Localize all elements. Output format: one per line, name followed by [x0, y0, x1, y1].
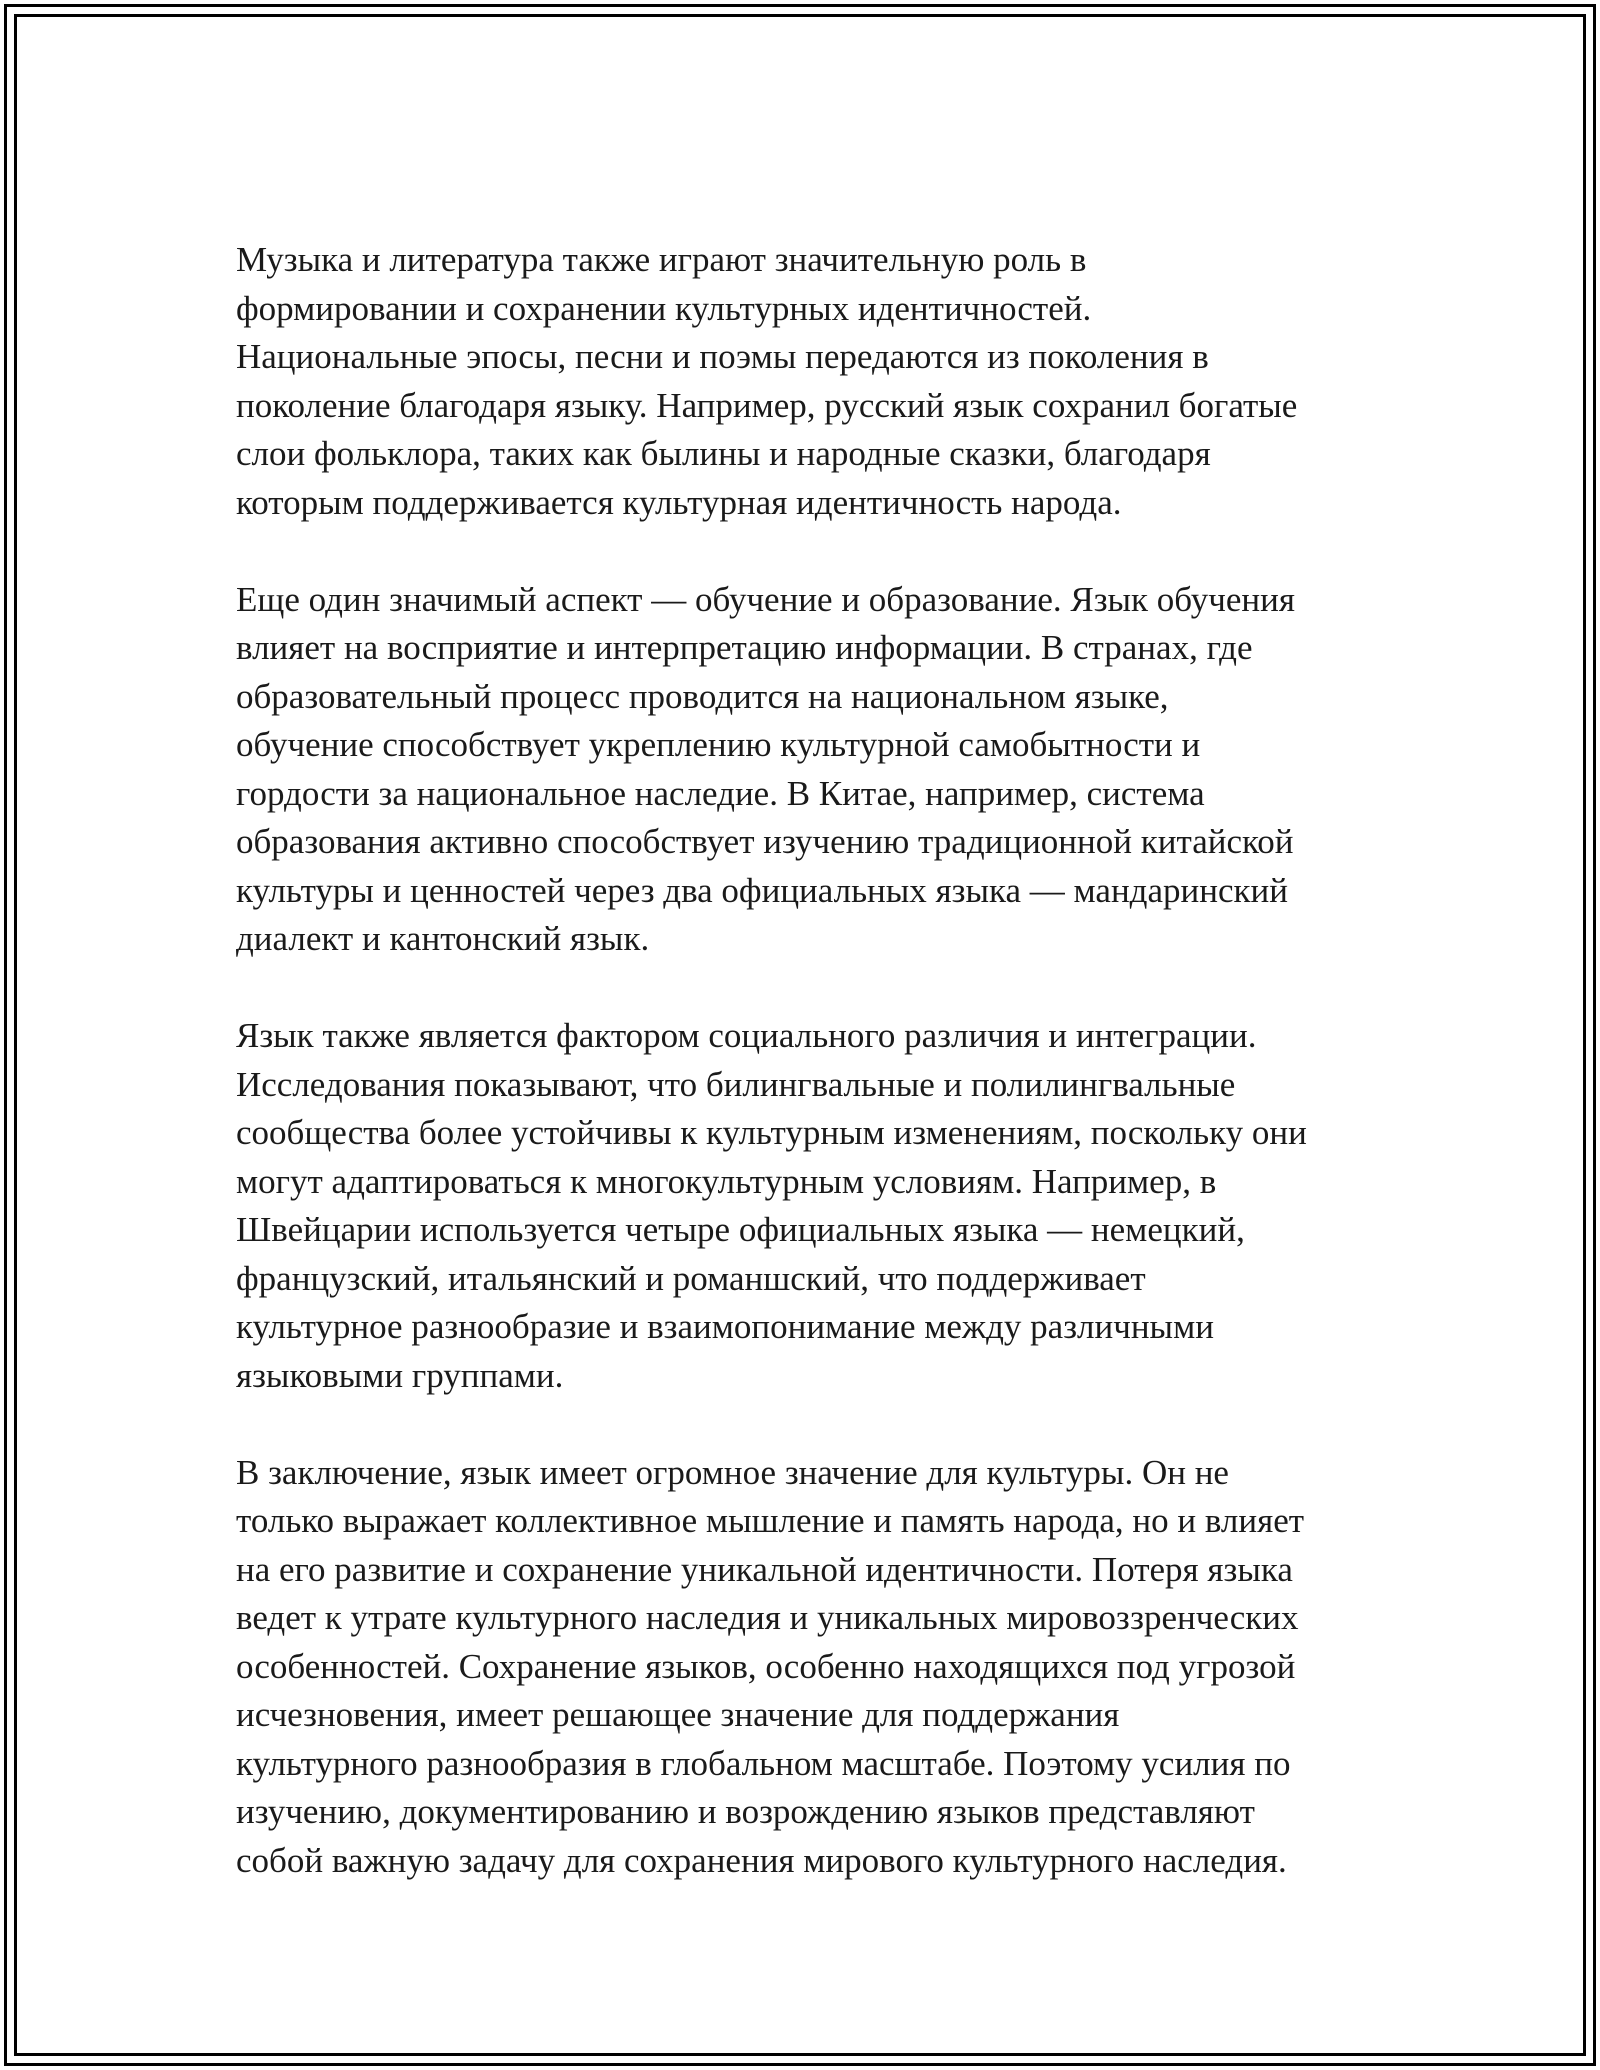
paragraph-social-integration: Язык также является фактором социального различия и интеграции. Исследования показывают, что билингвальные и полилингвальные сообщества более устойчивы к культурным изменениям, поскольку они могут адаптироваться к многокультурным условиям. Например, в Швейцарии используется четыре официальных языка — немецкий, французский, итальянский и романшский, что поддерживает культурное разнообразие и взаимопонимание между различными языковыми группами. — [236, 1016, 1307, 1395]
paragraph-music-literature: Музыка и литература также играют значительную роль в формировании и сохранении культурных идентичностей. Национальные эпосы, песни и поэмы передаются из поколения в поколение благодаря языку. Например, русский язык сохранил богатые слои фольклора, таких как былины и народные сказки, благодаря которым поддерживается культурная идентичность народа. — [236, 240, 1298, 522]
document-body — [236, 236, 1396, 1885]
paragraph-education: Еще один значимый аспект — обучение и образование. Язык обучения влияет на восприятие и интерпретацию информации. В странах, где образовательный процесс проводится на национальном языке, обучение способствует укреплению культурной самобытности и гордости за национальное наследие. В Китае, например, система образования активно способствует изучению традиционной китайской культуры и ценностей через два официальных языка — мандаринский диалект и кантонский язык. — [236, 579, 1295, 958]
paragraph-conclusion: В заключение, язык имеет огромное значение для культуры. Он не только выражает коллективное мышление и память народа, но и влияет на его развитие и сохранение уникальной идентичности. Потеря языка ведет к утрате культурного наследия и уникальных мировоззренческих особенностей. Сохранение языков, особенно находящихся под угрозой исчезновения, имеет решающее значение для поддержания культурного разнообразия в глобальном масштабе. Поэтому усилия по изучению, документированию и возрождению языков представляют собой важную задачу для сохранения мирового культурного наследия. — [236, 1452, 1305, 1880]
